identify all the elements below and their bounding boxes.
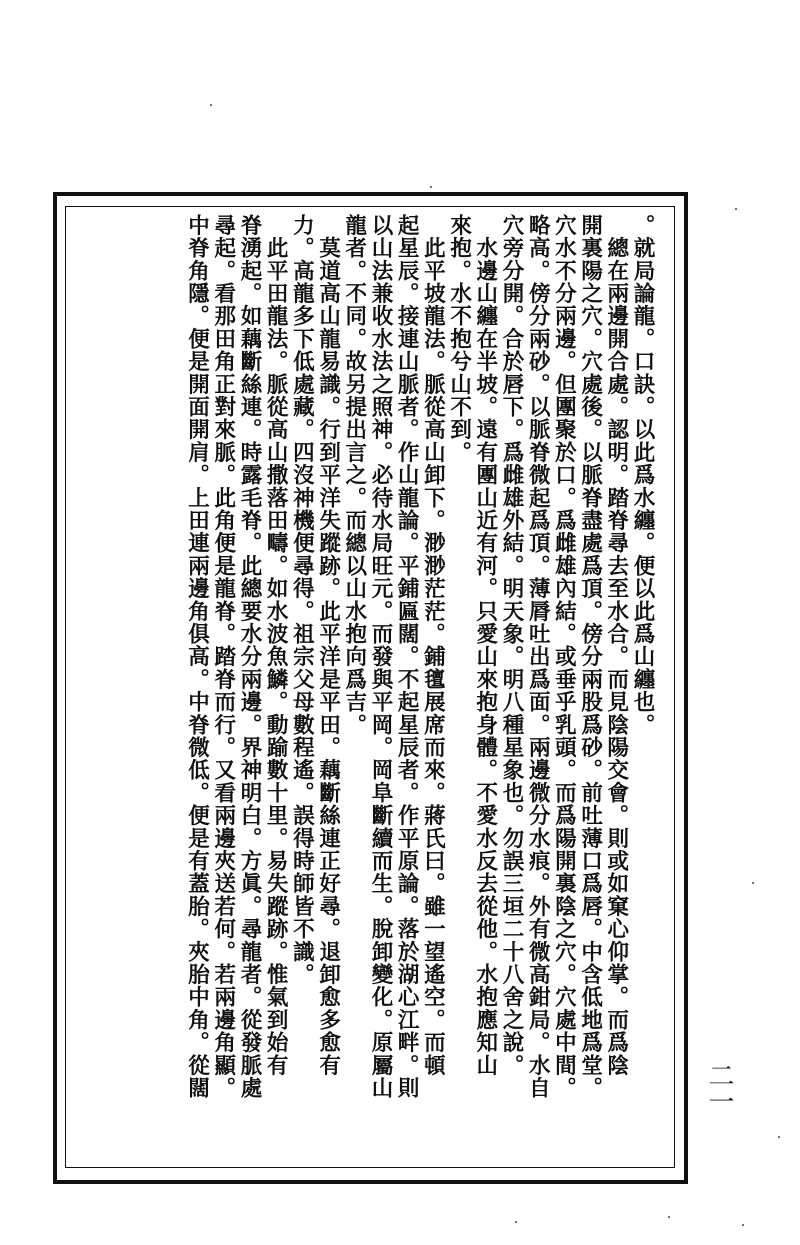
body-text [75, 214, 655, 1159]
text-column: 穴水不分兩邊。但團聚於口。爲雌雄內結。或垂乎乳頭。而爲陽開裏陰之穴。穴處中間。 [551, 214, 577, 1100]
scan-speck [742, 1224, 744, 1226]
text-column: 尋起。看那田角正對來脈。此角便是龍脊。踏脊而行。又看兩邊夾送若何。若兩邊角顯。 [210, 214, 236, 1100]
text-column: 龍者。不同。故另提出言之。而總以山水抱向爲吉。 [341, 214, 367, 737]
text-column: 脊湧起。如藕斷絲連。時露毛脊。此總要水分兩邊。界神明白。方眞。尋龍者。從發脈處 [236, 214, 262, 1100]
scan-speck [778, 1136, 780, 1138]
text-column: 此平田龍法。脈從高山撒落田疇。如水波魚鱗。動踰數十里。易失蹤跡。惟氣到始有 [263, 214, 289, 1077]
text-column: 起星辰。接連山脈者。作山龍論。平鋪匾闊。不起星辰者。作平原論。落於湖心江畔。則 [394, 214, 420, 1100]
text-column: 總在兩邊開合處。認明。踏脊尋去至水合。而見陰陽交會。則或如窠心仰掌。而爲陰 [603, 214, 629, 1077]
scan-speck [515, 1221, 517, 1223]
scan-speck [752, 882, 754, 884]
text-column: 力。高龍多下低處藏。四沒神機便尋得。祖宗父母數程遙。誤得時師皆不識。 [289, 214, 315, 986]
scan-speck [668, 1216, 670, 1218]
text-column: 中脊角隱。便是開面開肩。上田連兩邊角俱高。中脊微低。便是有蓋胎。夾胎中角。從闊 [184, 214, 210, 1100]
page-number: 二一 [704, 1062, 734, 1114]
text-column: 。就局論龍。口訣。以此爲水纏。便以此爲山纏也。 [630, 214, 655, 737]
scan-speck [210, 104, 212, 106]
text-column: 開裏陽之穴。穴處後。以脈脊盡處爲頂。傍分兩股爲砂。前吐薄口爲唇。中含低地爲堂。 [577, 214, 603, 1100]
text-column: 水邊山纏在半坡。遠有團山近有河。只愛山來抱身體。不愛水反去從他。水抱應知山 [472, 214, 498, 1077]
text-column: 以山法兼收水法之照神。必待水局旺元。而發與平岡。岡阜斷續而生。脫卸變化。原屬山 [367, 214, 393, 1100]
text-column: 莫道高山龍易識。行到平洋失蹤跡。此平洋是平田。藕斷絲連正好尋。退卸愈多愈有 [315, 214, 341, 1077]
text-column: 來抱。水不抱兮山不到。 [446, 214, 472, 464]
scan-speck [430, 186, 432, 188]
text-column: 穴旁分開。合於唇下。爲雌雄外結。明天象。明八種星象也。勿誤三垣二十八舍之說。 [498, 214, 524, 1077]
scan-speck [735, 208, 737, 210]
text-column: 此平坡龍法。脈從高山卸下。渺渺茫茫。鋪氊展席而來。蔣氏曰。雖一望遙空。而頓 [420, 214, 446, 1077]
text-column: 略高。傍分兩砂。以脈脊微起爲頂。薄脣吐出爲面。兩邊微分水痕。外有微高鉗局。水自 [525, 214, 551, 1100]
